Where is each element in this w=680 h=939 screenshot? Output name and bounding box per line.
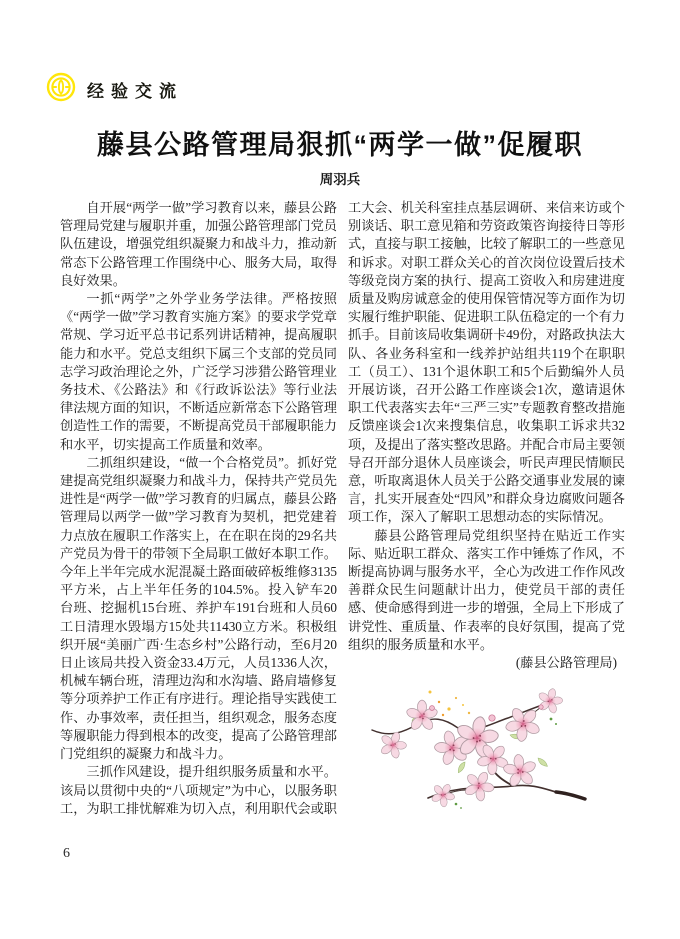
paragraph: 藤县公路管理局党组织坚持在贴近工作实际、贴近职工群众、落实工作中锤炼了作风，不断提高协调与服务水平，全心为改进工作作风改善群众民生问题献计出力，使党员干部的责任感、使命感得到进一步的增强，全局上下形成了讲党性、重质量、作表率的良好氛围，提高了党组织的服务质量和水平。	[348, 527, 625, 652]
plum-blossom-illustration	[370, 688, 640, 833]
article-author: 周羽兵	[319, 172, 361, 187]
page-number: 6	[63, 846, 70, 861]
article-signature: (藤县公路管理局)	[515, 655, 617, 671]
article-title: 藤县公路管理局狠抓“两学一做”促履职	[97, 130, 583, 160]
section-label: 经验交流	[87, 82, 183, 101]
section-header	[46, 72, 183, 107]
paragraph: 二抓组织建设，“做一个合格党员”。抓好党建提高党组织凝聚力和战斗力，保持共产党员先进性是“两学一做”学习教育的归属点，藤县公路管理局以两学一做”学习教育为契机，把党建着力点放在履职工作落实上，在在职在岗的29名共产党员为骨干的带领下全局职工做好本职工作。今年上半年完成水泥混凝土路面破碎板维修3135平方米，占上半年任务的104.5%。投入铲车20台班、挖掘机15台班、养护车191台班和人员60 工日清理水毁塌方15处共11430立方米。积极组织开展“美丽广西·生态乡村”公路行动，至6月20日止该局共投入资金33.4万元，人员1336人次，机械车辆台班，清理边沟和水沟墙、路肩墙修复等分项养护工作正有序进行。理论指导实践使工作、办事效率，责任担当，组织观念，服务态度等履职能力得到根本的改变，提高了公路管理部门党组织的凝聚力和战斗力。	[60, 454, 337, 762]
paragraph: 一抓“两学”之外学业务学法律。严格按照《“两学一做”学习教育实施方案》的要求学党章常规、学习近平总书记系列讲话精神，提高履职能力和水平。党总支组织下属三个支部的党员同志学习政治理论之外，广泛学习涉猎公路管理业务技术、《公路法》和《行政诉讼法》等行业法律法规方面的知识，不断适应新常态下公路管理创造性工作的需要，不断提高党员干部履职能力和水平，切实提高工作质量和效率。	[60, 291, 337, 452]
paragraph: 三抓作风建设，提升组织服务质量和水平。该局以贯彻中央的“八项规定”为中心，以服务职工，为职工排忧解难为切入点，利用职代会或职工大会、机关科室挂点基层调研、来信来访或个别谈话、职工意见箱和劳资政策咨询接待日等形式，直接与职工接触，比较了解职工的一些意见和诉求。对职工群众关心的首次岗位设置后技术等级竞岗方案的执行、提高工资收入和房建进度质量及购房诚意金的使用保管情况等方面作为切实履行维护职能、促进职工队伍稳定的一个有力抓手。目前该局收集调研卡49份，对路政执法大队、各业务科室和一线养护站组共119个在职职工（员工）、131个退休职工和5个后勤编外人员开展访谈，召开公路工作座谈会1次，邀请退休职工代表落实去年“三严三实”专题教育整改措施反馈座谈会1次来搜集信息，收集职工诉求共32项，及提出了落实整改思路。并配合市局主要领导召开部分退休人员座谈会，听民声理民情顺民意，听取离退休人员关于公路交通事业发展的谏言，扎实开展查处“四风”和群众身边腐败问题各项工作，深入了解职工思想动态的实际情况。	[60, 200, 625, 816]
trade-union-emblem-icon	[46, 72, 76, 107]
paragraph: 自开展“两学一做”学习教育以来，藤县公路管理局党建与履职并重，加强公路管理部门党员队伍建设，增强党组织凝聚力和战斗力，推动新常态下公路管理工作围绕中心、服务大局，取得良好效果。	[60, 200, 337, 288]
